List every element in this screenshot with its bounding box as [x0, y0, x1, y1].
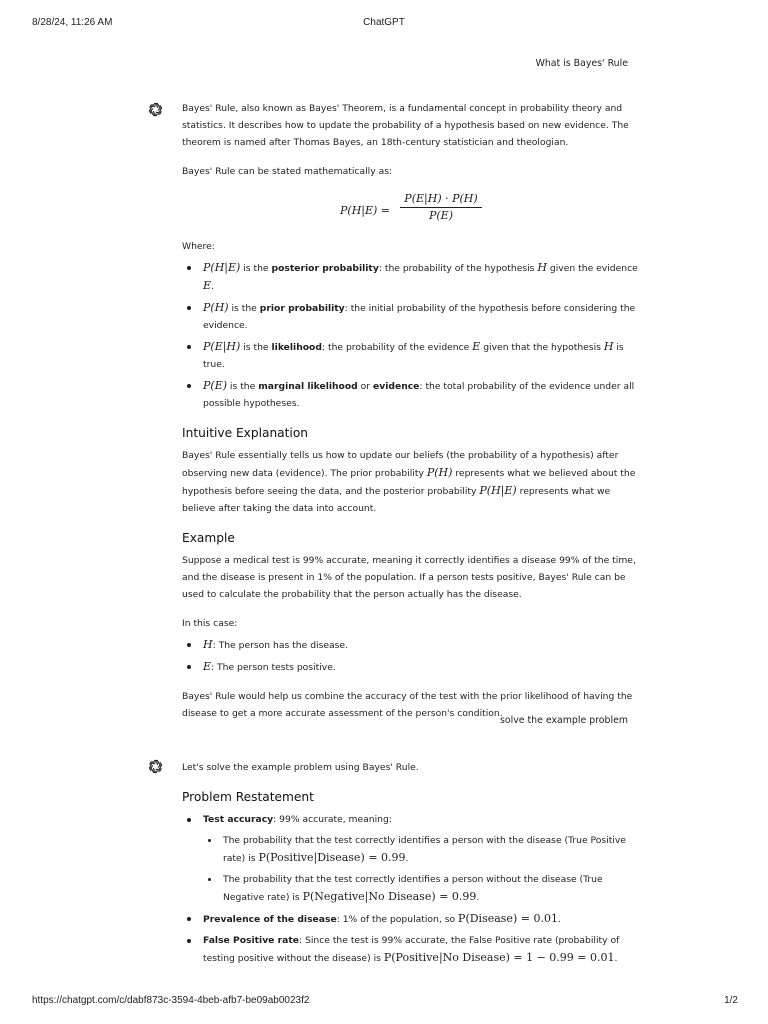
terms-list	[182, 259, 644, 412]
closing-paragraph: Bayes' Rule would help us combine the accuracy of the test with the prior likelihood of having the disease to get a more accurate assessment of the person's condition.	[182, 691, 633, 719]
chatgpt-logo-icon	[147, 758, 164, 775]
assistant-message	[182, 759, 644, 971]
list-item: P(E) is the marginal likelihood or evidence: the total probability of the evidence under all possible hypotheses.	[182, 377, 644, 412]
formula-lhs: P(H|E) =	[340, 204, 391, 217]
case-list	[182, 636, 644, 676]
intro-paragraph: Let's solve the example problem using Bayes' Rule.	[182, 762, 419, 773]
formula-fraction	[400, 192, 482, 223]
list-item: The probability that the test correctly identifies a person without the disease (True Negative rate) is P(Negative|No Disease) = 0.99.	[182, 871, 644, 906]
list-item: False Positive rate: Since the test is 99% accurate, the False Positive rate (probability of testing positive without the disease) is P(Positive|No Disease) = 1 − 0.99 = 0.01.	[182, 932, 644, 967]
list-item: H: The person has the disease.	[182, 636, 644, 654]
print-footer	[32, 994, 738, 1008]
list-item: The probability that the test correctly identifies a person with the disease (True Positive rate) is P(Positive|Disease) = 0.99.	[182, 832, 644, 867]
example-paragraph: Suppose a medical test is 99% accurate, meaning it correctly identifies a disease 99% of the time, and the disease is present in 1% of the population. If a person tests positive, Bayes' Rule can be used to calculate the probability that the person actually has the disease.	[182, 555, 636, 600]
print-title: ChatGPT	[363, 17, 405, 28]
list-item: Prevalence of the disease: 1% of the population, so P(Disease) = 0.01.	[182, 910, 644, 928]
list-item: P(H|E) is the posterior probability: the probability of the hypothesis H given the evidence E.	[182, 259, 644, 295]
list-item: E: The person tests positive.	[182, 658, 644, 676]
bayes-formula	[182, 192, 644, 228]
formula-numerator: P(E|H) · P(H)	[404, 192, 478, 205]
formula-denominator: P(E)	[428, 209, 453, 222]
user-message: What is Bayes' Rule	[535, 58, 628, 69]
print-date: 8/28/24, 11:26 AM	[32, 17, 113, 28]
list-item: P(E|H) is the likelihood: the probability of the evidence E given that the hypothesis H is true.	[182, 338, 644, 373]
fraction-bar	[400, 207, 482, 208]
sub-list	[182, 832, 644, 906]
chatgpt-logo-icon	[147, 101, 164, 118]
page-number: 1/2	[724, 995, 738, 1006]
print-header	[32, 16, 736, 30]
problem-restatement-heading: Problem Restatement	[182, 790, 314, 804]
restatement-list	[182, 811, 644, 967]
intro-paragraph: Bayes' Rule, also known as Bayes' Theorem, is a fundamental concept in probability theory and statistics. It describes how to update the probability of a hypothesis based on new evidence. The theorem is named after Thomas Bayes, an 18th-century statistician and theologian.	[182, 103, 629, 148]
stated-paragraph: Bayes' Rule can be stated mathematically as:	[182, 166, 393, 177]
intuitive-heading: Intuitive Explanation	[182, 426, 308, 440]
user-message: solve the example problem	[499, 715, 628, 726]
in-this-case-label: In this case:	[182, 618, 238, 629]
example-heading: Example	[182, 531, 235, 545]
where-label: Where:	[182, 241, 215, 252]
intuitive-paragraph: Bayes' Rule essentially tells us how to update our beliefs (the probability of a hypothesis) after observing new data (evidence). The prior probability P(H) represents what we believed about the hypothesis before seeing the data, and the posterior probability P(H|E) represents what we believe after taking the data into account.	[182, 450, 636, 514]
list-item: Test accuracy: 99% accurate, meaning: The probability that the test correctly identifies a person with the disease (True Positive rate) is P(Positive|Disease) = 0.99. The probability that the test correctly identifies a person without the disease (True Negative rate) is P(Negative|No Disease) = 0.99.	[182, 811, 644, 906]
list-item: P(H) is the prior probability: the initial probability of the hypothesis before considering the evidence.	[182, 299, 644, 334]
assistant-message	[182, 100, 644, 722]
page-url: https://chatgpt.com/c/dabf873c-3594-4beb-afb7-be09ab0023f2	[32, 995, 310, 1006]
